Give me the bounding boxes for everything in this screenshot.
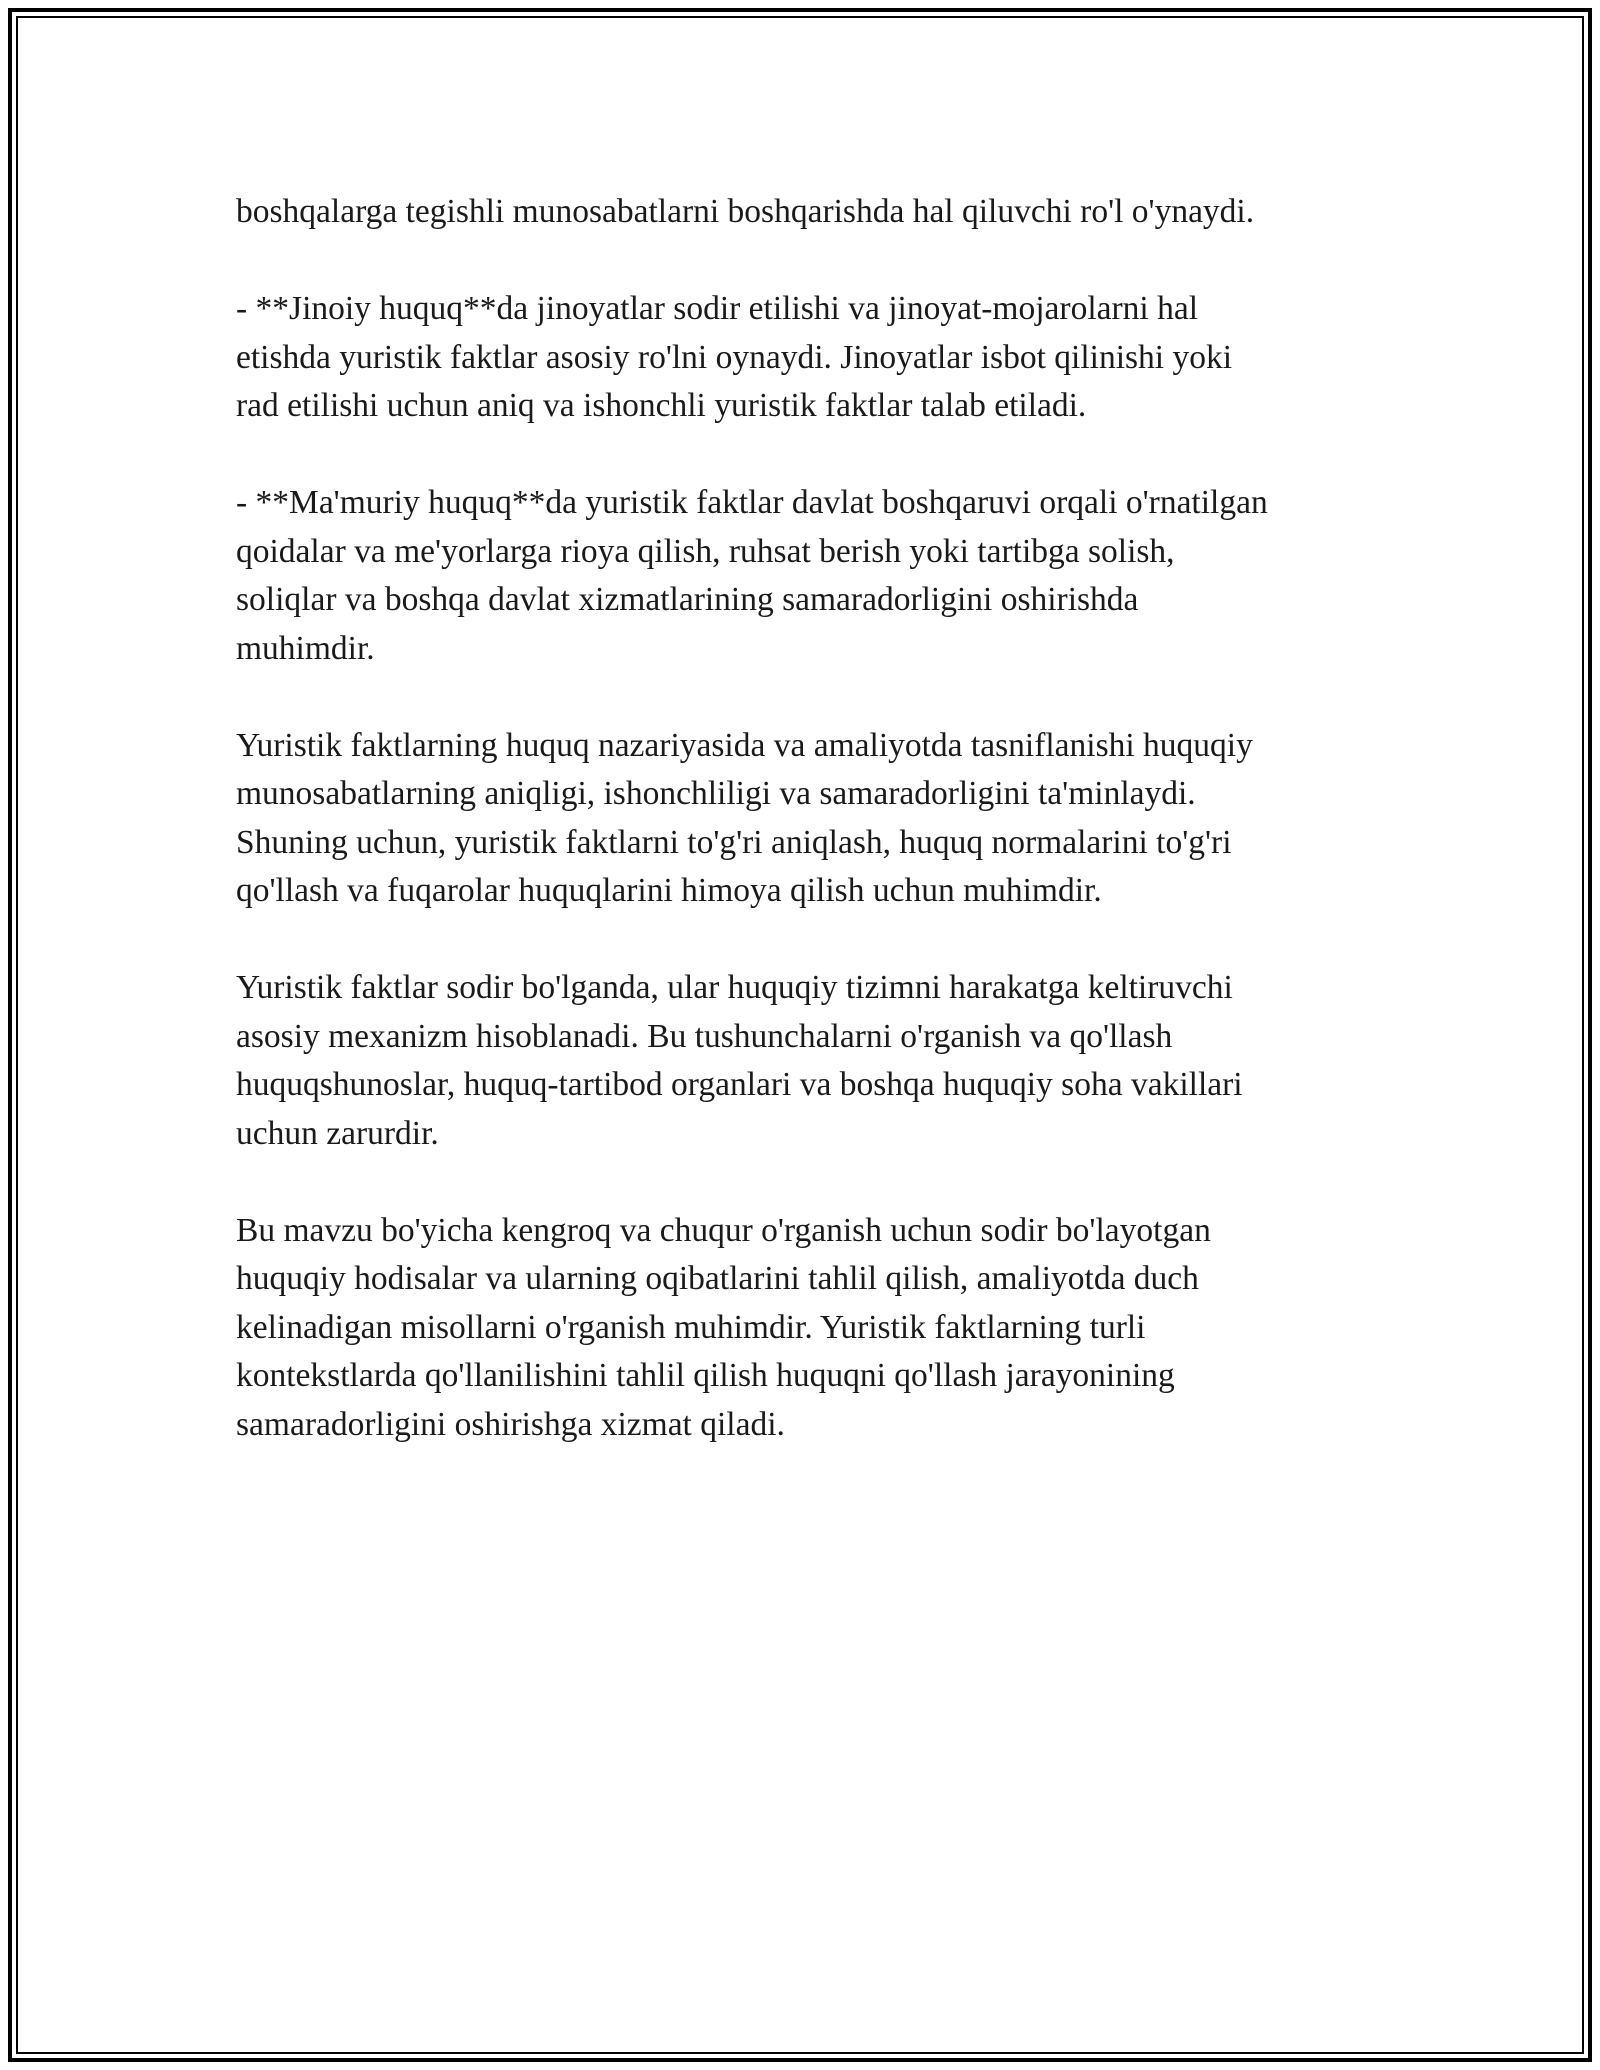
- paragraph-further-study: Bu mavzu bo'yicha kengroq va chuqur o'rganish uchun sodir bo'layotgan huquqiy hodisalar va ularning oqibatlarini tahlil qilish, amaliyotda duch kelinadigan misollarni o'rganish muhimdir. Yuristik faktlarning turli kontekstlarda qo'llanilishini tahlil qilish huquqni qo'llash jarayonining samaradorligini oshirishga xizmat qiladi.: [236, 1211, 1211, 1443]
- paragraph-administrative-law: - **Ma'muriy huquq**da yuristik faktlar davlat boshqaruvi orqali o'rnatilgan qoidalar va me'yorlarga rioya qilish, ruhsat berish yoki tartibga solish, soliqlar va boshqa davlat xizmatlarining samaradorligini oshirishda muhimdir.: [236, 484, 1268, 667]
- document-body: [236, 188, 1376, 1498]
- paragraph-criminal-law: - **Jinoiy huquq**da jinoyatlar sodir etilishi va jinoyat-mojarolarni hal etishda yuristik faktlar asosiy ro'lni oynaydi. Jinoyatlar isbot qilinishi yoki rad etilishi uchun aniq va ishonchli yuristik faktlar talab etiladi.: [236, 290, 1233, 424]
- paragraph-intro-continuation: boshqalarga tegishli munosabatlarni boshqarishda hal qiluvchi ro'l o'ynaydi.: [236, 193, 1255, 230]
- paragraph-classification: Yuristik faktlarning huquq nazariyasida va amaliyotda tasniflanishi huquqiy munosabatlarning aniqligi, ishonchliligi va samaradorligini ta'minlaydi. Shuning uchun, yuristik faktlarni to'g'ri aniqlash, huquq normalarini to'g'ri qo'llash va fuqarolar huquqlarini himoya qilish uchun muhimdir.: [236, 726, 1253, 909]
- paragraph-mechanism: Yuristik faktlar sodir bo'lganda, ular huquqiy tizimni harakatga keltiruvchi asosiy mexanizm hisoblanadi. Bu tushunchalarni o'rganish va qo'llash huquqshunoslar, huquq-tartibod organlari va boshqa huquqiy soha vakillari uchun zarurdir.: [236, 969, 1243, 1152]
